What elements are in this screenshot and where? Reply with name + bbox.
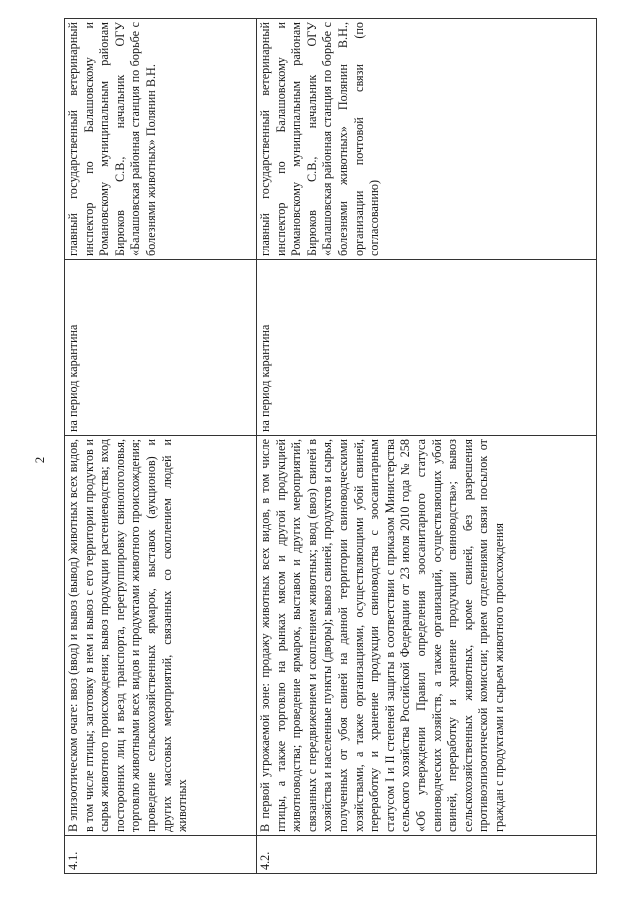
regulations-table (64, 18, 597, 874)
row-number: 4.1. (65, 836, 257, 874)
page-number: 2 (32, 456, 47, 464)
responsible-cell: главный государственный ветеринарный инспектор по Балашовскому и Романовскому муниципальным районам Бирюков С.В., начальник ОГУ «Балашовская районная станция по борьбе с болезнями животных» Полянин В.Н., организации почтовой связи (по согласованию) (257, 19, 597, 260)
measure-cell: В эпизоотическом очаге: ввоз (ввод) и вывоз (вывод) животных всех видов, в том числе птицы; заготовку в нем и вывоз с его территории продуктов и сырья животного происхождения; вывоз продукции растениеводства; вход посторонних лиц и въезд транспорта, перегруппировку свинопоголовья, торговлю животными всех видов и продуктами животного происхождения; проведение сельскохозяйственных ярмарок, выставок (аукционов) и других массовых мероприятий, связанных со скоплением людей и животных (65, 436, 257, 836)
rotated-page-content (64, 19, 599, 874)
row-number: 4.2. (257, 836, 597, 874)
period-cell: на период карантина (257, 260, 597, 436)
measure-cell: В первой угрожаемой зоне: продажу животных всех видов, в том числе птицы, а также торговлю на рынках мясом и другой продукцией животноводства; проведение ярмарок, выставок и других мероприятий, связанных с передвижением и скоплением животных; ввод (ввоз) свиней в хозяйства и населенные пункты (дворы); вывоз свиней, продуктов и сырья, полученных от убоя свиней на данной территории свиноводческими хозяйствами, а также организациями, осуществляющими убой свиней, переработку и хранение продукции свиноводства с зоосанитарным статусом I и II степеней защиты в соответствии с приказом Министерства сельского хозяйства Российской Федерации от 23 июля 2010 года № 258 «Об утверждении Правил определения зоосанитарного статуса свиноводческих хозяйств, а также организаций, осуществляющих убой свиней, переработку и хранение продукции свиноводства»; вывоз сельскохозяйственных животных, кроме свиней, без разрешения противоэпизоотической комиссии; прием отделениями связи посылок от граждан с продуктами и сырьем животного происхождения (257, 436, 597, 836)
table-row (257, 19, 597, 874)
table-row (65, 19, 257, 874)
responsible-cell: главный государственный ветеринарный инспектор по Балашовскому и Романовскому муниципальным районам Бирюков С.В., начальник ОГУ «Балашовская районная станция по борьбе с болезнями животных» Полянин В.Н. (65, 19, 257, 260)
period-cell: на период карантина (65, 260, 257, 436)
